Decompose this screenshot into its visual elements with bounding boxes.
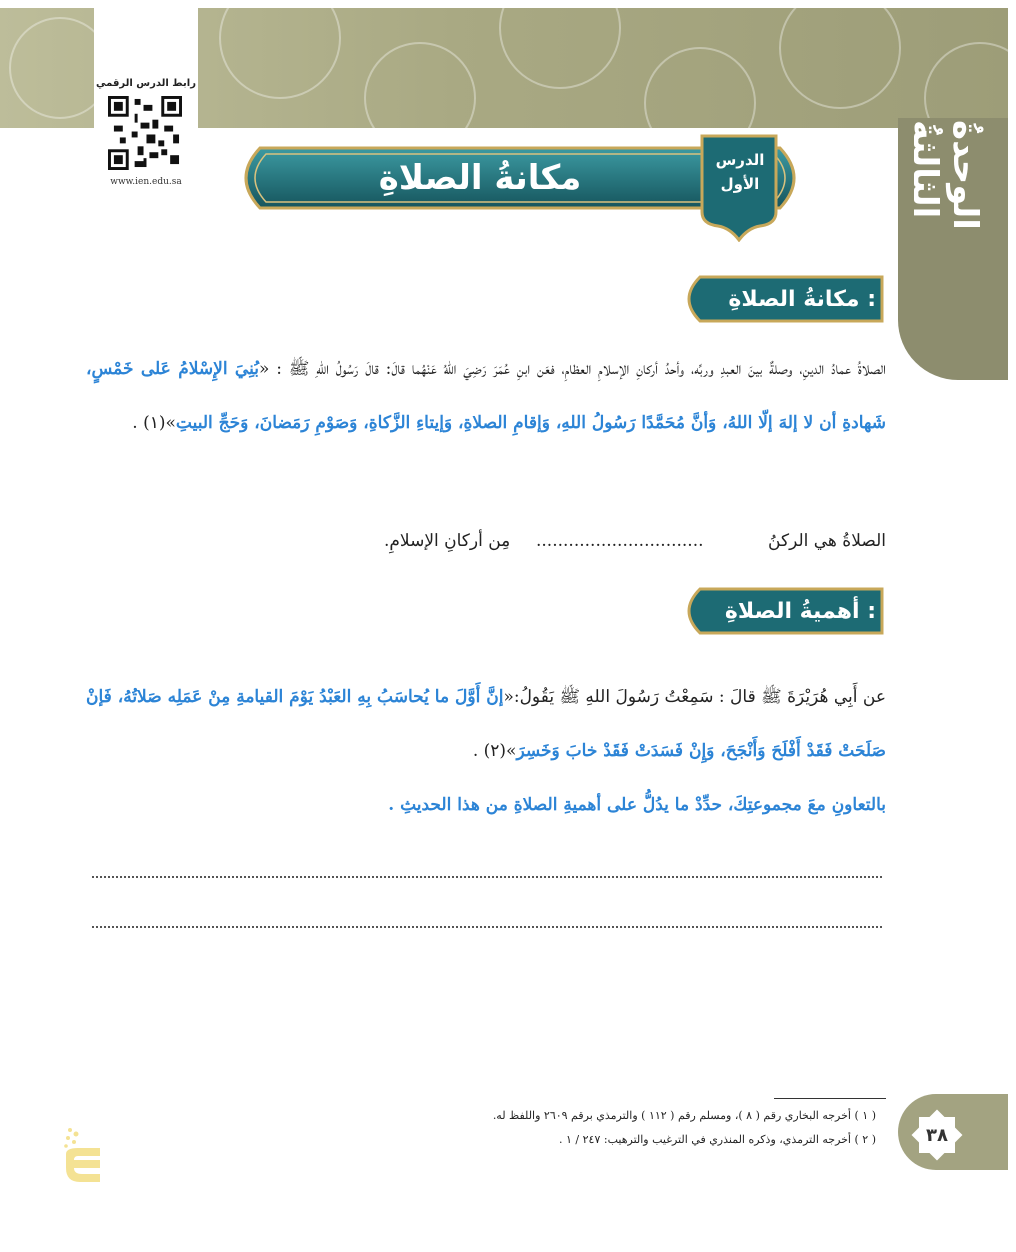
lesson-badge-line1: الدرس bbox=[715, 151, 765, 169]
footnote-divider bbox=[774, 1098, 886, 1099]
qr-code-icon[interactable] bbox=[108, 96, 182, 170]
status-intro: الصلاةُ عمادُ الدينِ، وصلةٌ بينَ العبدِ وربِّه، وأحدُ أركانِ الإسلامِ العظامِ، فعَن ابنِ عُمَرَ رَضِيَ اللّهُ عَنْهُما قالَ: قالَ رَسُولُ اللهِ ﷺ : « bbox=[258, 359, 886, 379]
hadith-accountability-closing: »(٢) . bbox=[472, 741, 517, 761]
fill-blank-dots[interactable]: ............................... bbox=[536, 531, 704, 551]
section-heading-status: مكانةُ الصلاةِ : bbox=[728, 286, 876, 312]
hadith-accountability: إنَّ أَوَّلَ ما يُحاسَبُ بِهِ العَبْدُ يَوْمَ القيامةِ مِنْ عَمَلِه صَلاتُهُ، فَإنْ صَلَحَتْ فَقَدْ أَفْلَحَ وَأَنْجَحَ، وَإِنْ فَسَدَتْ فَقَدْ خابَ وَخَسِرَ bbox=[86, 687, 886, 761]
answer-line[interactable] bbox=[92, 876, 882, 878]
section-heading-importance: أهميةُ الصلاةِ : bbox=[724, 598, 876, 624]
fill-blank-suffix: مِن أركانِ الإسلامِ. bbox=[384, 531, 511, 551]
qr-title: رابط الدرس الرقمي bbox=[96, 78, 196, 89]
footnote-1: ( ١ ) أخرجه البخاري رقم ( ٨ )، ومسلم رقم ( ١١٢ ) والترمذي برقم ٢٦٠٩ واللفظ له. bbox=[492, 1109, 876, 1122]
importance-intro: عن أَبِي هُرَيْرَةَ ﷺ قالَ : سَمِعْتُ رَسُولَ اللهِ ﷺ يَقُولُ:« bbox=[503, 687, 886, 707]
qr-url[interactable]: www.ien.edu.sa bbox=[110, 177, 182, 187]
footnote-2: ( ٢ ) أخرجه الترمذي، وذكره المنذري في الترغيب والترهيب: ٢٤٧ / ١ . bbox=[559, 1133, 876, 1146]
lesson-badge bbox=[700, 148, 780, 196]
ien-logo-icon bbox=[60, 1124, 106, 1186]
hadith-pillars-closing: »(١) . bbox=[132, 413, 176, 433]
importance-paragraph bbox=[86, 670, 886, 778]
lesson-title: مكانةُ الصلاةِ bbox=[378, 158, 582, 198]
lesson-badge-line2: الأول bbox=[720, 175, 760, 193]
page-number: ٣٨ bbox=[926, 1124, 948, 1146]
hadith-pillars: بُنِيَ الإِسْلامُ عَلى خَمْسٍ، شَهادةِ أن لا إلهَ إلّا اللهُ، وَأنَّ مُحَمَّدًا رَسُولُ اللهِ، وَإقامِ الصلاةِ، وَإيتاءِ الزَّكاةِ، وَصَوْمِ رَمَضانَ، وَحَجِّ البيتِ bbox=[86, 359, 886, 433]
group-activity-instruction: بالتعاونِ معَ مجموعتِكَ، حدِّدْ ما يدُلُّ على أهميةِ الصلاةِ من هذا الحديثِ . bbox=[388, 795, 886, 815]
status-paragraph bbox=[86, 342, 886, 450]
answer-line[interactable] bbox=[92, 926, 882, 928]
fill-blank-prefix: الصلاةُ هي الركنُ bbox=[768, 531, 886, 551]
unit-label: الوحدةُ الثالثةُ bbox=[905, 120, 985, 230]
